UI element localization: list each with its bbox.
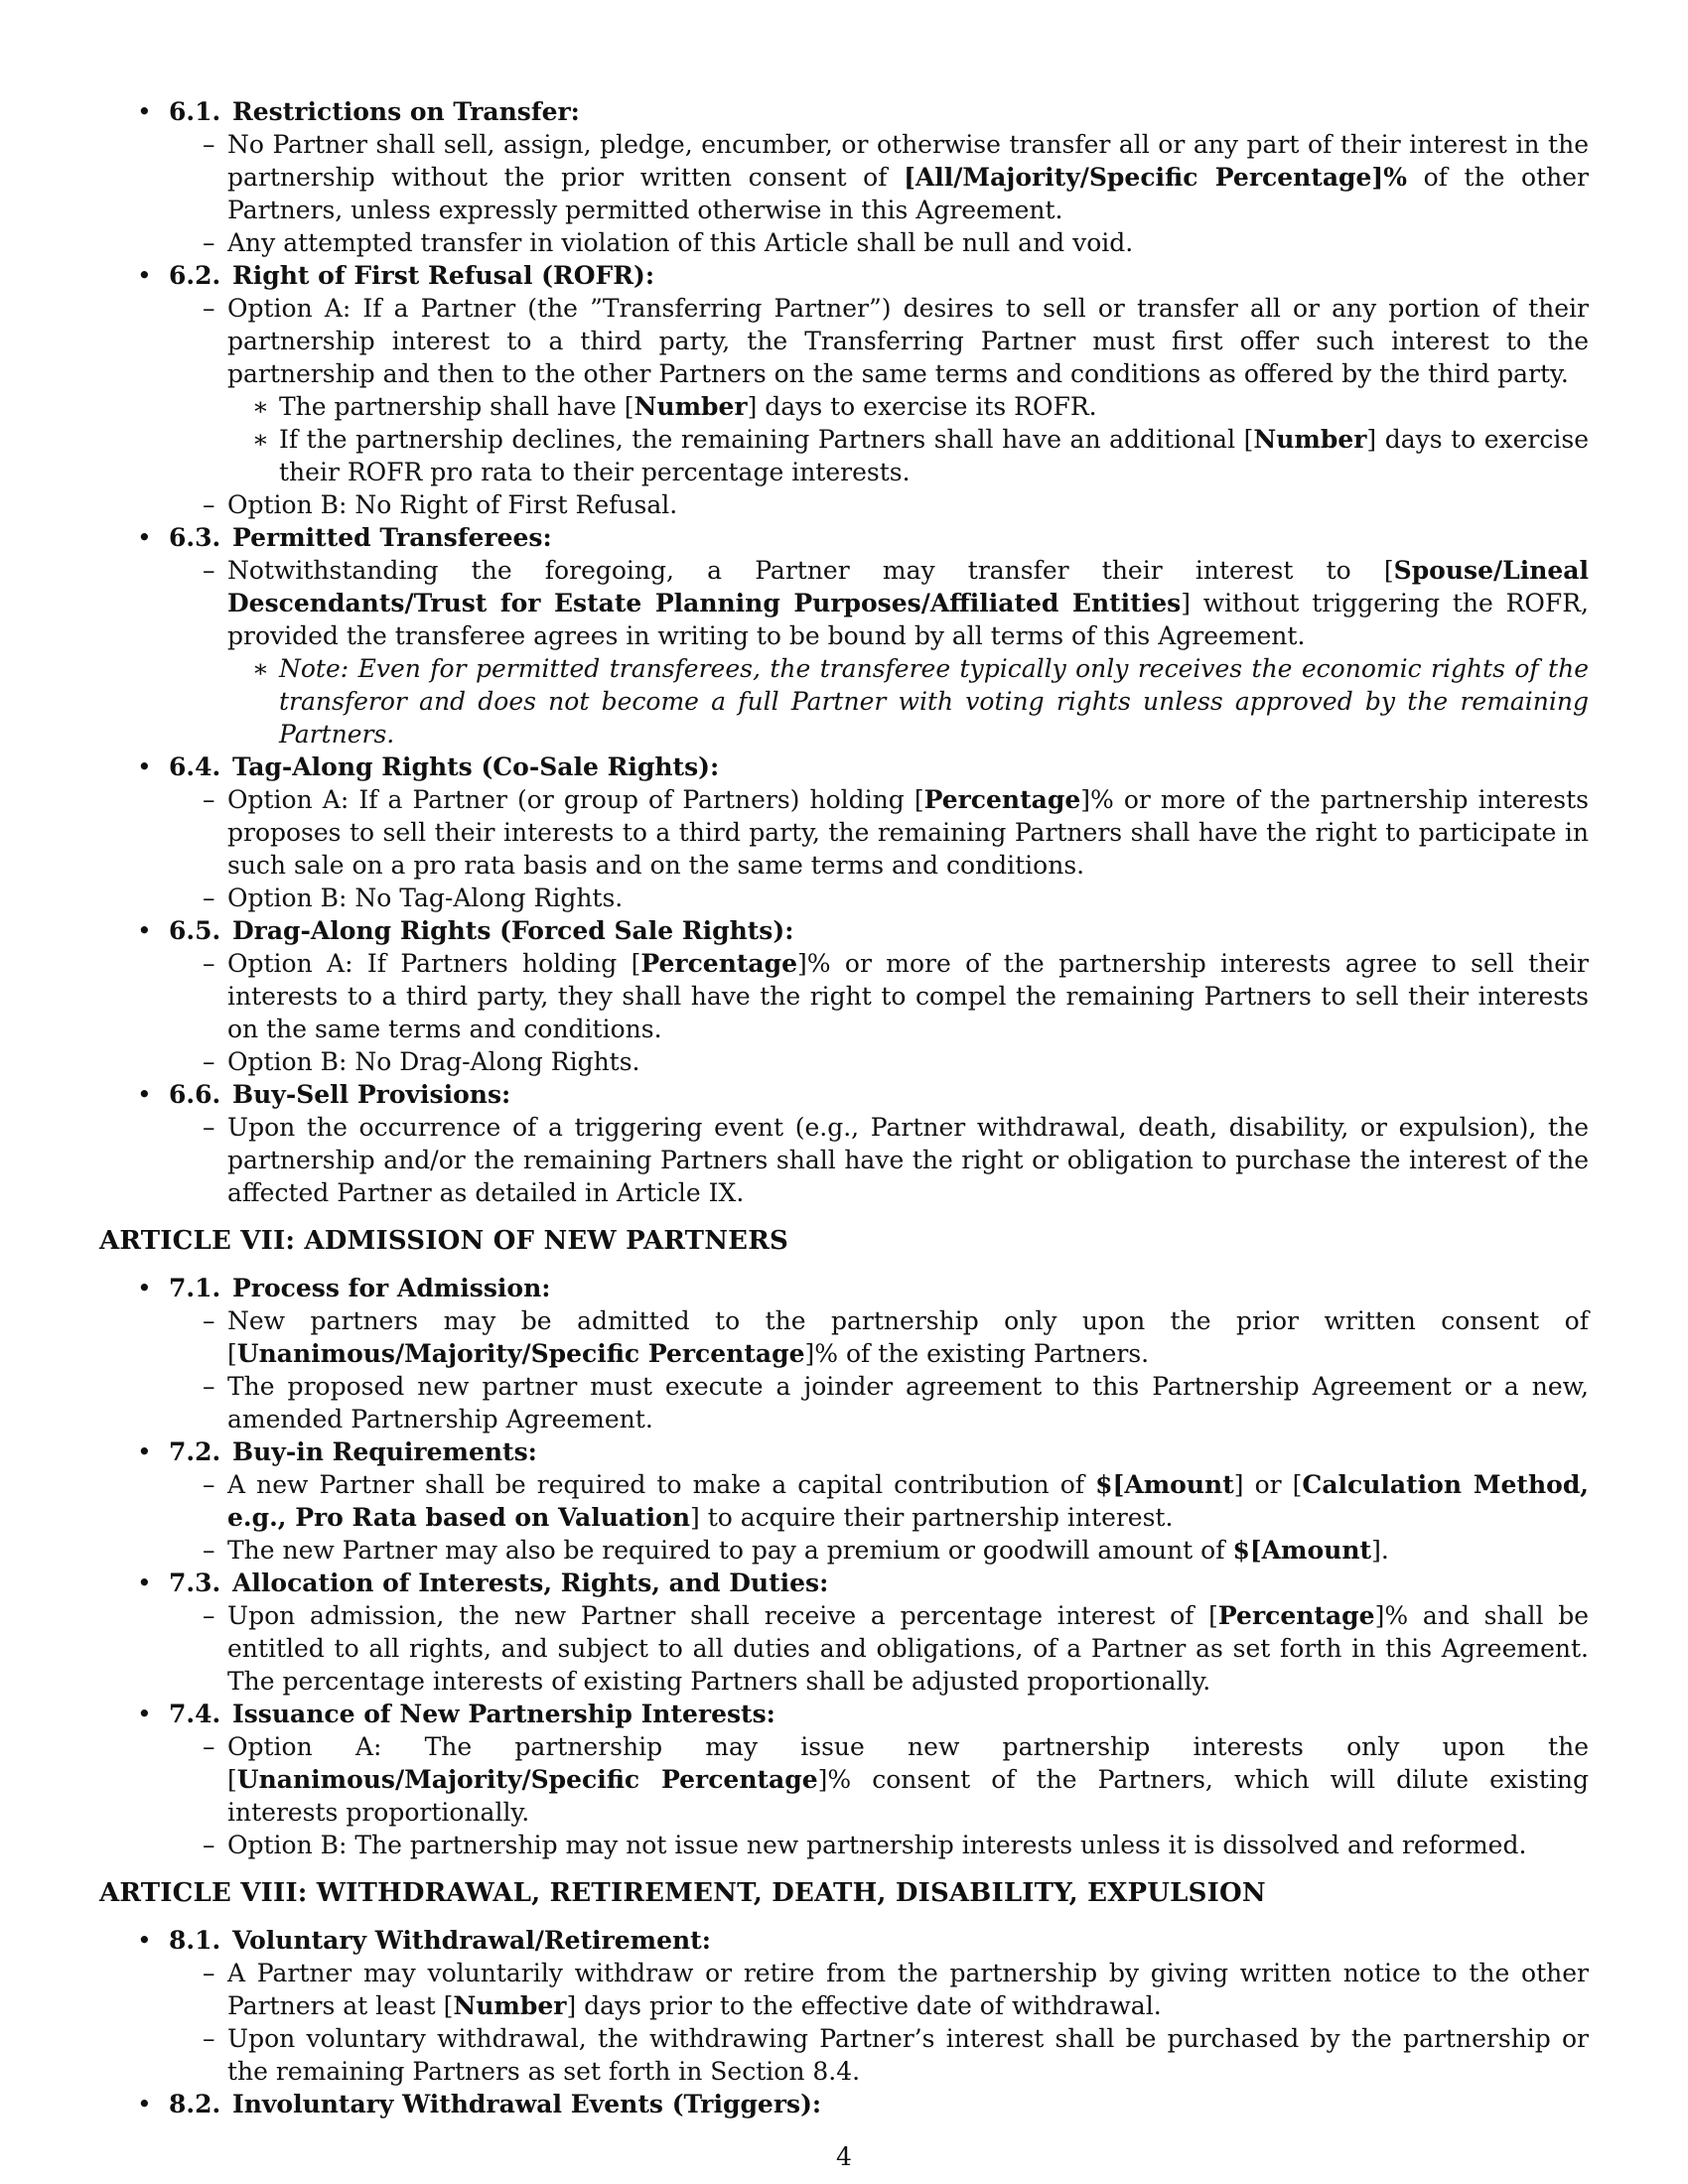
body-text: If the partnership declines, the remaining Partners shall have an additional [ — [279, 425, 1254, 454]
section-number: 8.1. — [169, 1926, 221, 1955]
list-item — [169, 947, 1589, 1045]
body-text: ] days to exercise its ROFR. — [747, 392, 1097, 421]
body-text: Notwithstanding the foregoing, a Partner may transfer their interest to [ — [227, 556, 1394, 585]
section-6-1 — [99, 95, 1589, 259]
bold-placeholder-text: $[Amount — [1232, 1536, 1372, 1565]
section-number: 6.5. — [169, 916, 221, 945]
body-text: ] days to exercise their ROFR pro rata to their percentage interests. — [279, 425, 1589, 486]
list-item — [169, 128, 1589, 226]
list-item — [169, 783, 1589, 882]
list-item — [169, 1534, 1589, 1567]
body-text: Option B: The partnership may not issue new partnership interests unless it is dissolved and reformed. — [227, 1831, 1527, 1859]
bold-placeholder-text: Number — [453, 1991, 567, 2020]
section-6-4 — [99, 751, 1589, 914]
article-heading: ARTICLE VII: ADMISSION OF NEW PARTNERS — [99, 1226, 788, 1256]
body-text: A Partner may voluntarily withdraw or retire from the partnership by giving written notice to the other Partners at least [ — [227, 1959, 1589, 2020]
section-7-4 — [99, 1698, 1589, 1861]
list-item — [169, 226, 1589, 259]
body-text: ]% consent of the Partners, which will dilute existing interests proportionally. — [227, 1765, 1590, 1827]
section-number: 7.3. — [169, 1569, 221, 1597]
body-text: ] without triggering the ROFR, provided the transferee agrees in writing to be bound by all terms of this Agreement. — [227, 589, 1590, 650]
bold-placeholder-text: Spouse/Lineal Descendants/Trust for Estate Planning Purposes/Affiliated Entities — [227, 556, 1589, 617]
list-item — [169, 2022, 1589, 2088]
section-number: 6.3. — [169, 523, 221, 552]
section-title: Buy-in Requirements: — [232, 1437, 537, 1466]
section-title: Process for Admission: — [232, 1274, 551, 1302]
bold-placeholder-text: Percentage — [923, 785, 1081, 814]
sub-list-item — [227, 390, 1589, 423]
section-number: 6.1. — [169, 97, 221, 126]
section-6-5 — [99, 914, 1589, 1078]
body-text: The new Partner may also be required to pay a premium or goodwill amount of — [227, 1536, 1233, 1565]
body-text: of the other Partners, unless expressly permitted otherwise in this Agreement. — [227, 163, 1589, 224]
list-item — [169, 882, 1589, 914]
section-number: 6.2. — [169, 261, 221, 290]
section-list-article-7 — [99, 1272, 1589, 1861]
body-text: The partnership shall have [ — [279, 392, 634, 421]
bold-placeholder-text: Unanimous/Majority/Specific Percentage — [236, 1765, 818, 1794]
body-text: Option B: No Right of First Refusal. — [227, 490, 678, 519]
body-text: Upon the occurrence of a triggering event (e.g., Partner withdrawal, death, disability, or expulsion), the partnership and/or the remaining Partners shall have the right or obligation to purchase the interest of the affected Partner as detailed in Article IX. — [227, 1113, 1589, 1207]
sub-list-item — [227, 423, 1589, 488]
body-text: No Partner shall sell, assign, pledge, encumber, or otherwise transfer all or any part of their interest in the partnership without the prior written consent of — [227, 130, 1589, 192]
section-7-1 — [99, 1272, 1589, 1435]
list-item — [169, 292, 1589, 488]
body-text: ]. — [1371, 1536, 1389, 1565]
bold-placeholder-text: Percentage — [1217, 1601, 1375, 1630]
list-item — [169, 1468, 1589, 1534]
body-text: Option A: If a Partner (the ”Transferring Partner”) desires to sell or transfer all or any portion of their partnership interest to a third party, the Transferring Partner must first offer such interest to the partnership and then to the other Partners on the same terms and conditions as offered by the third party. — [227, 294, 1589, 388]
section-number: 7.2. — [169, 1437, 221, 1466]
body-text: ] days prior to the effective date of withdrawal. — [566, 1991, 1162, 2020]
list-item — [169, 1599, 1589, 1698]
bold-placeholder-text: Percentage — [640, 949, 798, 978]
body-text: ] to acquire their partnership interest. — [690, 1503, 1174, 1532]
section-number: 6.6. — [169, 1080, 221, 1109]
section-8-1 — [99, 1924, 1589, 2088]
section-title: Permitted Transferees: — [232, 523, 552, 552]
body-text: Option A: If a Partner (or group of Partners) holding [ — [227, 785, 924, 814]
list-item — [169, 1045, 1589, 1078]
list-item — [169, 1111, 1589, 1209]
section-number: 7.1. — [169, 1274, 221, 1302]
section-number: 7.4. — [169, 1700, 221, 1728]
section-list-article-8 — [99, 1924, 1589, 2120]
list-item — [169, 1304, 1589, 1370]
list-item — [169, 488, 1589, 521]
section-title: Drag-Along Rights (Forced Sale Rights): — [232, 916, 794, 945]
section-6-3 — [99, 521, 1589, 751]
body-text: New partners may be admitted to the partnership only upon the prior written consent of [ — [227, 1306, 1589, 1368]
bold-placeholder-text: Number — [633, 392, 748, 421]
bold-placeholder-text: Unanimous/Majority/Specific Percentage — [236, 1339, 805, 1368]
article-heading: ARTICLE VIII: WITHDRAWAL, RETIREMENT, DEATH, DISABILITY, EXPULSION — [99, 1878, 1266, 1908]
section-7-3 — [99, 1567, 1589, 1698]
body-text: ] or [ — [1233, 1470, 1303, 1499]
list-item — [169, 554, 1589, 751]
section-8-2 — [99, 2088, 1589, 2120]
section-title: Voluntary Withdrawal/Retirement: — [232, 1926, 711, 1955]
section-number: 6.4. — [169, 752, 221, 781]
section-title: Issuance of New Partnership Interests: — [232, 1700, 775, 1728]
body-text: ]% or more of the partnership interests agree to sell their interests to a third party, they shall have the right to compel the remaining Partners to sell their interests on the same terms and conditions. — [227, 949, 1589, 1043]
list-item — [169, 1957, 1589, 2022]
body-text: Option B: No Drag-Along Rights. — [227, 1047, 640, 1076]
section-title: Involuntary Withdrawal Events (Triggers): — [232, 2090, 822, 2118]
bold-placeholder-text: Calculation Method, e.g., Pro Rata based on Valuation — [227, 1470, 1590, 1532]
page-number: 4 — [836, 2142, 852, 2171]
list-item — [169, 1829, 1589, 1861]
body-text: ]% of the existing Partners. — [804, 1339, 1150, 1368]
body-text: The proposed new partner must execute a joinder agreement to this Partnership Agreement or a new, amended Partnership Agreement. — [227, 1372, 1589, 1433]
bold-placeholder-text: [All/Majority/Specific Percentage]% — [904, 163, 1408, 192]
body-text: Option A: If Partners holding [ — [227, 949, 641, 978]
body-text: ]% or more of the partnership interests proposes to sell their interests to a third party, the remaining Partners shall have the right to participate in such sale on a pro rata basis and on the same terms and conditions. — [227, 785, 1589, 880]
section-6-6 — [99, 1078, 1589, 1209]
section-list-article-6 — [99, 95, 1589, 1209]
body-text: ]% and shall be entitled to all rights, and subject to all duties and obligations, of a Partner as set forth in this Agreement. The percentage interests of existing Partners shall be adjusted proportionally. — [227, 1601, 1590, 1696]
body-text: A new Partner shall be required to make a capital contribution of — [227, 1470, 1096, 1499]
section-title: Right of First Refusal (ROFR): — [232, 261, 655, 290]
section-7-2 — [99, 1435, 1589, 1567]
list-item — [169, 1730, 1589, 1829]
section-title: Allocation of Interests, Rights, and Duties: — [232, 1569, 829, 1597]
list-item — [169, 1370, 1589, 1435]
body-text: Note: Even for permitted transferees, the transferee typically only receives the economic rights of the transferor and does not become a full Partner with voting rights unless approved by the remaining Partners. — [279, 654, 1589, 749]
section-6-2 — [99, 259, 1589, 521]
body-text: Option A: The partnership may issue new partnership interests only upon the [ — [227, 1732, 1589, 1794]
section-title: Restrictions on Transfer: — [232, 97, 580, 126]
section-title: Buy-Sell Provisions: — [232, 1080, 511, 1109]
bold-placeholder-text: Number — [1253, 425, 1367, 454]
section-title: Tag-Along Rights (Co-Sale Rights): — [232, 752, 720, 781]
body-text: Upon admission, the new Partner shall receive a percentage interest of [ — [227, 1601, 1218, 1630]
document-page — [99, 95, 1589, 2120]
body-text: Any attempted transfer in violation of this Article shall be null and void. — [227, 228, 1134, 257]
body-text: Option B: No Tag-Along Rights. — [227, 884, 624, 912]
body-text: Upon voluntary withdrawal, the withdrawing Partner’s interest shall be purchased by the partnership or the remaining Partners as set forth in Section 8.4. — [227, 2024, 1589, 2086]
sub-list-item — [227, 652, 1589, 751]
bold-placeholder-text: $[Amount — [1095, 1470, 1234, 1499]
section-number: 8.2. — [169, 2090, 221, 2118]
